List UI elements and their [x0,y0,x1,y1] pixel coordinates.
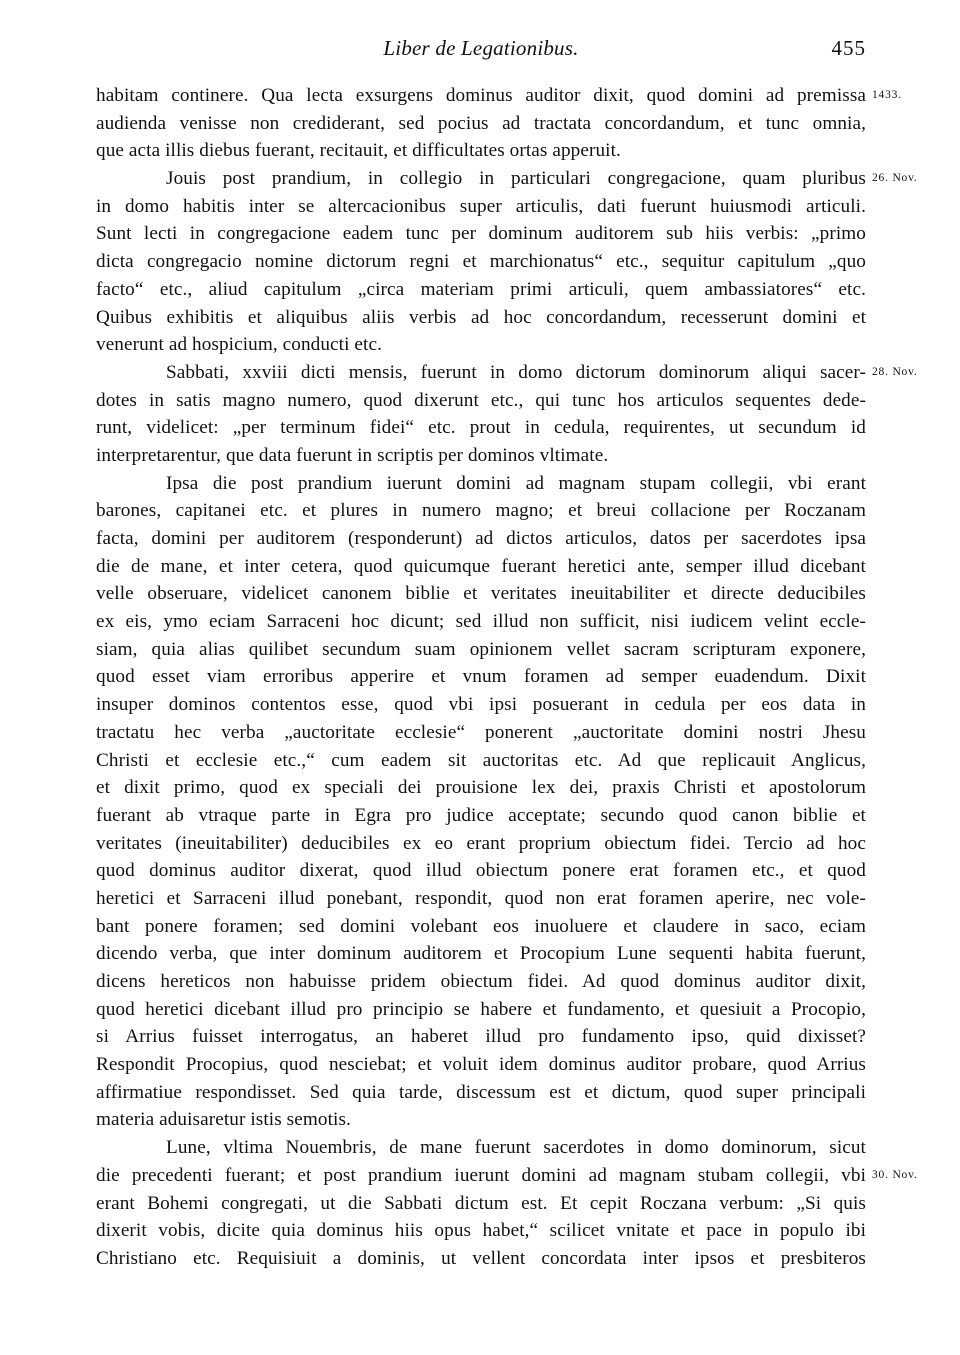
text-line: erant Bohemi congregati, ut die Sabbati dictum est. Et cepit Roczana verbum: „Si quis [96,1192,866,1214]
margin-note-date: 26. Nov. [872,172,918,184]
text-line: fuerant ab vtraque parte in Egra pro judice acceptate; secundo quod canon biblie et [96,804,866,826]
text-line: Sunt lecti in congregacione eadem tunc per dominum auditorem sub hiis verbis: „primo [96,223,866,245]
text-line: die de mane, et inter cetera, quod quicumque fuerant heretici ante, semper illud dicebant [96,555,866,577]
paragraph-first-line: Sabbati, xxviii dicti mensis, fuerunt in domo dictorum dominorum aliqui sacer- [166,361,866,383]
text-line: dicens hereticos non habuisse pridem obiectum fidei. Ad quod dominus auditor dixit, [96,971,866,992]
text-line: quod dominus auditor dixerat, quod illud obiectum ponere erat foramen etc., et quod [96,860,866,882]
margin-note-year: 1433. [872,89,902,101]
text-line: et dixit primo, quod ex speciali dei prouisione lex dei, praxis Christi et apostolorum [96,777,866,799]
running-header [96,36,866,66]
text-line: Quibus exhibitis et aliquibus aliis verbis ad hoc concordandum, recesserunt domini et [96,306,866,328]
text-line: habitam continere. Qua lecta exsurgens dominus auditor dixit, quod domini ad premissa [96,85,866,106]
text-line: interpretarentur, que data fuerunt in scriptis per dominos vltimate. [96,444,609,466]
text-line: venerunt ad hospicium, conducti etc. [96,334,382,356]
margin-note-date: 30. Nov. [872,1169,918,1181]
text-line: insuper dominos contentos esse, quod vbi ipsi posuerant in cedula per eos data in [96,694,866,716]
paragraph-first-line: Jouis post prandium, in collegio in particulari congregacione, quam pluribus [166,168,866,190]
page-number: 455 [831,36,866,60]
text-line: materia aduisaretur istis semotis. [96,1109,351,1131]
running-title: Liber de Legationibus. [383,36,579,60]
text-line: audienda venisse non crediderant, sed pocius ad tractata concordandum, et tunc omnia, [96,112,866,134]
text-line: dixerit vobis, dicite quia dominus hiis opus habet,“ scilicet vnitate et pace in populo ibi [96,1220,866,1242]
text-line: dotes in satis magno numero, quod dixerunt etc., qui tunc hos articulos sequentes dede- [96,389,866,411]
text-line: tractatu hec verba „auctoritate ecclesie“ ponerent „auctoritate domini nostri Jhesu [96,721,866,743]
text-line: quod heretici dicebant illud pro principio se habere et fundamento, et quesiuit a Procopio, [96,998,866,1020]
text-line: Respondit Procopius, quod nesciebat; et voluit idem dominus auditor probare, quod Arrius [96,1054,866,1076]
margin-note-date: 28. Nov. [872,366,918,378]
text-line: Christi et ecclesie etc.,“ cum eadem sit auctoritas etc. Ad que replicauit Anglicus, [96,749,866,771]
body-text [96,82,866,1273]
paragraph-first-line: Lune, vltima Nouembris, de mane fuerunt sacerdotes in domo dominorum, sicut [166,1137,866,1159]
text-line: si Arrius fuisset interrogatus, an haberet illud pro fundamento ipso, quid dixisset? [96,1026,866,1048]
text-line: bant ponere foramen; sed domini volebant eos inuoluere et claudere in saco, eciam [96,915,866,937]
text-line: heretici et Sarraceni illud ponebant, respondit, quod non erat foramen aperire, nec vole- [96,887,866,909]
text-line: dicta congregacio nomine dictorum regni et marchionatus“ etc., sequitur capitulum „quo [96,251,866,273]
text-line: runt, videlicet: „per terminum fidei“ etc. prout in cedula, requirentes, ut secundum id [96,417,866,439]
text-line: barones, capitanei etc. et plures in numero magno; et breui collacione per Roczanam [96,500,866,522]
text-line: velle obseruare, videlicet canonem biblie et veritates ineuitabiliter et directe deducibiles [96,583,866,605]
text-line: quod esset viam erroribus apperire et vnum foramen ad semper euadendum. Dixit [96,666,866,688]
text-line: affirmatiue respondisset. Sed quia tarde, discessum est et dictum, quod super principali [96,1081,866,1103]
text-line: facto“ etc., aliud capitulum „circa materiam primi articuli, quem ambassiatores“ etc. [96,278,866,300]
text-line: siam, quia alias quilibet secundum suam opinionem vellet sacram scripturam exponere, [96,638,866,660]
text-line: die precedenti fuerant; et post prandium iuerunt domini ad magnam stubam collegii, vbi [96,1164,866,1186]
text-line: que acta illis diebus fuerant, recitauit, et difficultates ortas apperuit. [96,140,621,162]
text-line: veritates (ineuitabiliter) deducibiles ex eo erant proprium obiectum fidei. Tercio ad hoc [96,832,866,854]
text-line: Christiano etc. Requisiuit a dominis, ut vellent concordata inter ipsos et presbiteros [96,1247,866,1269]
text-line: in domo habitis inter se altercacionibus super articulis, dati fuerunt huiusmodi articuli. [96,195,866,217]
text-line: facta, domini per auditorem (responderunt) ad dictos articulos, datos per sacerdotes ipsa [96,528,866,549]
text-line: dicendo verba, que inter dominum auditorem et Procopium Lune sequenti habita fuerunt, [96,943,866,965]
text-line: ex eis, ymo eciam Sarraceni hoc dicunt; sed illud non sufficit, nisi iudicem velint eccle- [96,611,866,633]
paragraph-first-line: Ipsa die post prandium iuerunt domini ad magnam stupam collegii, vbi erant [166,472,866,494]
